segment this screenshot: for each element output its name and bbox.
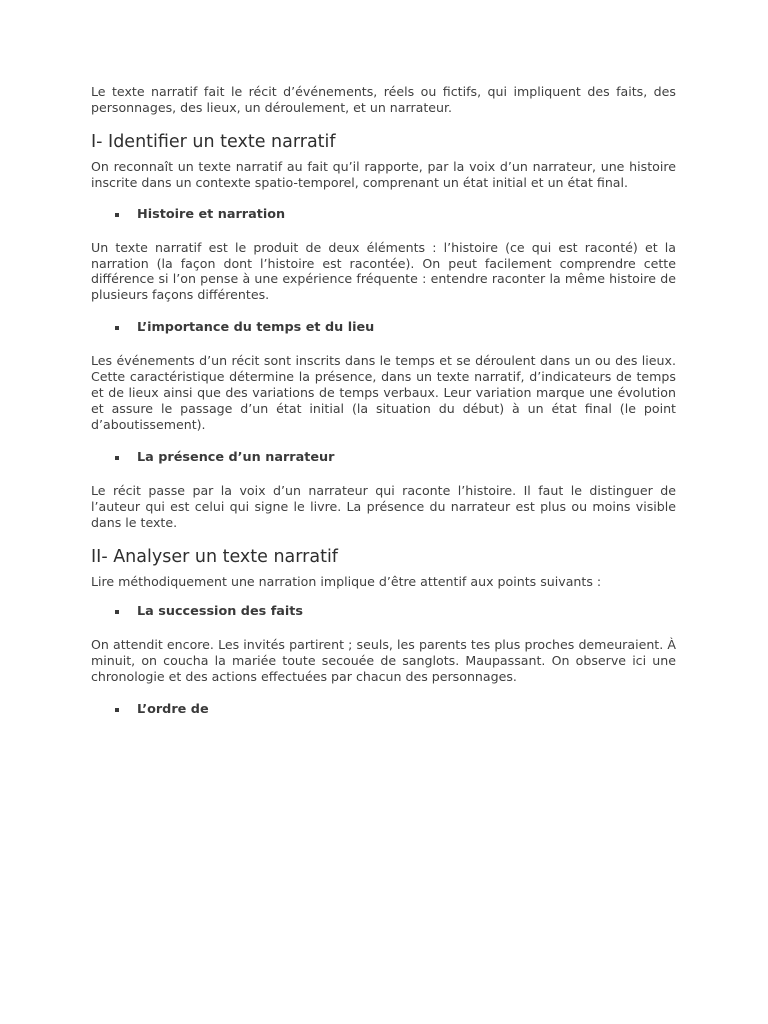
paragraph-succession-faits: On attendit encore. Les invités partirent ; seuls, les parents tes plus proches demeuraient. À minuit, on coucha la mariée toute secouée de sanglots. Maupassant. On observe ici une chronologie et des actions effectuées par chacun des personnages. <box>91 637 676 685</box>
intro-paragraph: Le texte narratif fait le récit d’événements, réels ou fictifs, qui impliquent des faits, des personnages, des lieux, un déroulement, et un narrateur. <box>91 84 676 115</box>
section-1-heading: I- Identifier un texte narratif <box>91 131 336 152</box>
paragraph-histoire-narration: Un texte narratif est le produit de deux éléments : l’histoire (ce qui est raconté) et la narration (la façon dont l’histoire est racontée). On peut facilement comprendre cette différence si l’on pense à une expérience fréquente : entendre raconter la même histoire de plusieurs façons différentes. <box>91 239 676 303</box>
bullet-histoire-narration <box>91 207 676 223</box>
square-bullet-icon <box>115 213 119 217</box>
section-2-heading: II- Analyser un texte narratif <box>91 546 338 567</box>
square-bullet-icon <box>115 456 119 460</box>
bullet-title: La succession des faits <box>137 604 304 620</box>
bullet-temps-lieu <box>91 320 676 336</box>
bullet-title: L’ordre de <box>137 702 209 718</box>
document-page <box>91 84 676 718</box>
bullet-ordre <box>91 702 676 718</box>
bullet-title: Histoire et narration <box>137 206 286 222</box>
paragraph-narrateur: Le récit passe par la voix d’un narrateur qui raconte l’histoire. Il faut le distinguer de l’auteur qui est celui qui signe le livre. La présence du narrateur est plus ou moins visible dans le texte. <box>91 482 676 530</box>
bullet-succession-faits <box>91 604 676 620</box>
paragraph-temps-lieu: Les événements d’un récit sont inscrits dans le temps et se déroulent dans un ou des lieux. Cette caractéristique détermine la présence, dans un texte narratif, d’indicateurs de temps et de lieux ainsi que des variations de temps verbaux. Leur variation marque une évolution et assure le passage d’un état initial (la situation du début) à un état final (le point d’aboutissement). <box>91 353 676 432</box>
bullet-title: La présence d’un narrateur <box>137 449 335 465</box>
section-2-intro: Lire méthodiquement une narration implique d’être attentif aux points suivants : <box>91 573 602 589</box>
square-bullet-icon <box>115 708 119 712</box>
section-1-intro: On reconnaît un texte narratif au fait qu’il rapporte, par la voix d’un narrateur, une histoire inscrite dans un contexte spatio-temporel, comprenant un état initial et un état final. <box>91 158 676 190</box>
bullet-title: L’importance du temps et du lieu <box>137 320 375 336</box>
bullet-narrateur <box>91 450 676 466</box>
square-bullet-icon <box>115 610 119 614</box>
square-bullet-icon <box>115 326 119 330</box>
